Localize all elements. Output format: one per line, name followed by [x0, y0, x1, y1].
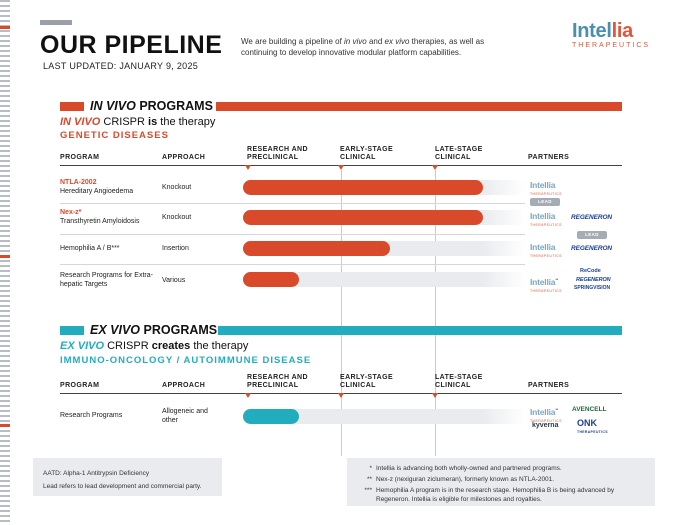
intellia-partner-logo: Intellia THERAPEUTICS — [530, 180, 562, 196]
col-late: LATE-STAGE CLINICAL — [435, 374, 483, 389]
progress-track — [243, 210, 525, 225]
progress-track — [243, 241, 525, 256]
program-cell: Nex-z* Transthyretin Amyloidosis — [60, 209, 140, 225]
edge-accent — [0, 26, 10, 29]
approach-cell: Knockout — [162, 214, 192, 221]
intellia-logo: Intellia THERAPEUTICS — [572, 20, 651, 49]
col-program: PROGRAM — [60, 154, 100, 161]
ex-vivo-bar-left — [60, 326, 84, 335]
last-updated: LAST UPDATED: JANUARY 9, 2025 — [43, 61, 199, 71]
stage-marker — [245, 393, 251, 398]
approach-cell: Various — [162, 277, 186, 284]
recode-logo: ReCode — [580, 268, 601, 274]
progress-bar-extra-hepatic — [243, 272, 299, 287]
approach-cell: Knockout — [162, 184, 192, 191]
intro-text: We are building a pipeline of in vivo and ex vivo therapies, as well as continuing to develop innovative modular platform capabilities. — [241, 37, 485, 57]
col-approach: APPROACH — [162, 154, 206, 161]
program-cell: Research Programs — [60, 412, 123, 419]
lead-badge: LEAD — [577, 231, 607, 239]
footnote-lead: Lead refers to lead development and commercial party. — [43, 483, 202, 490]
stage-marker — [338, 393, 344, 398]
stage-marker — [245, 165, 251, 170]
intellia-partner-logo: Intellia** THERAPEUTICS — [530, 276, 562, 293]
col-program: PROGRAM — [60, 382, 100, 389]
kyverna-logo: kyverna — [532, 422, 559, 429]
program-cell: Hemophilia A / B*** — [60, 245, 120, 252]
row-divider — [60, 264, 525, 265]
edge-accent — [0, 424, 10, 427]
in-vivo-tagline: IN VIVO CRISPR is the therapy — [60, 116, 216, 128]
left-edge-stripes — [0, 0, 10, 525]
title-rule — [40, 20, 72, 25]
ex-vivo-tagline: EX VIVO CRISPR creates the therapy — [60, 340, 249, 352]
footnote-2: Nex-z (nexiguran ziclumeran), formerly known as NTLA-2001. — [376, 476, 555, 483]
col-partners: PARTNERS — [528, 154, 570, 161]
approach-cell: Insertion — [162, 245, 189, 252]
col-approach: APPROACH — [162, 382, 206, 389]
regeneron-logo: REGENERON — [571, 245, 612, 252]
in-vivo-category: GENETIC DISEASES — [60, 130, 169, 141]
in-vivo-section-title: IN VIVO PROGRAMS — [90, 99, 213, 113]
ex-vivo-category: IMMUNO-ONCOLOGY / AUTOIMMUNE DISEASE — [60, 355, 312, 366]
col-early: EARLY-STAGE CLINICAL — [340, 146, 394, 161]
edge-accent — [0, 255, 10, 258]
footnote-mark: * — [369, 465, 372, 472]
footnote-3: Hemophilia A program is in the research stage. Hemophilia B is being advanced by Regeneron. Intellia is eligible for milestones and royalties. — [376, 487, 615, 503]
progress-bar-hemophilia — [243, 241, 390, 256]
program-cell: Research Programs for Extra-hepatic Targets — [60, 272, 153, 288]
col-early: EARLY-STAGE CLINICAL — [340, 374, 394, 389]
regeneron-logo: REGENERON — [576, 277, 611, 283]
page-title: OUR PIPELINE — [40, 31, 223, 59]
avencell-logo: AVENCELL — [572, 406, 607, 413]
progress-bar-nex-z — [243, 210, 483, 225]
springvision-logo: SPRINGVISION — [574, 285, 611, 291]
footnote-aatd: AATD: Alpha-1 Antitrypsin Deficiency — [43, 470, 150, 477]
col-research: RESEARCH AND PRECLINICAL — [247, 374, 308, 389]
progress-track — [243, 180, 525, 195]
ex-vivo-section-title: EX VIVO PROGRAMS — [90, 323, 218, 337]
stage-marker — [432, 393, 438, 398]
col-late: LATE-STAGE CLINICAL — [435, 146, 483, 161]
progress-bar-ex-vivo-research — [243, 409, 299, 424]
program-cell: NTLA-2002 Hereditary Angioedema — [60, 179, 134, 195]
progress-track — [243, 409, 525, 424]
regeneron-logo: REGENERON — [571, 214, 612, 221]
in-vivo-bar-left — [60, 102, 84, 111]
in-vivo-bar-right — [216, 102, 622, 111]
progress-track — [243, 272, 525, 287]
col-research: RESEARCH AND PRECLINICAL — [247, 146, 308, 161]
footnote-mark: *** — [364, 487, 372, 494]
intellia-partner-logo: Intellia THERAPEUTICS — [530, 242, 562, 258]
lead-badge: LEAD — [530, 198, 560, 206]
progress-bar-ntla-2002 — [243, 180, 483, 195]
footnote-1: Intellia is advancing both wholly-owned and partnered programs. — [376, 465, 562, 472]
intellia-partner-logo: Intellia** THERAPEUTICS — [530, 406, 562, 423]
approach-cell: Allogeneic and other — [162, 408, 208, 424]
row-divider — [60, 203, 525, 204]
col-partners: PARTNERS — [528, 382, 570, 389]
onk-logo: ONK THERAPEUTICS — [577, 418, 608, 434]
ex-vivo-bar-right — [218, 326, 622, 335]
footnote-mark: ** — [366, 476, 372, 483]
row-divider — [60, 234, 525, 235]
intellia-partner-logo: Intellia THERAPEUTICS — [530, 211, 562, 227]
